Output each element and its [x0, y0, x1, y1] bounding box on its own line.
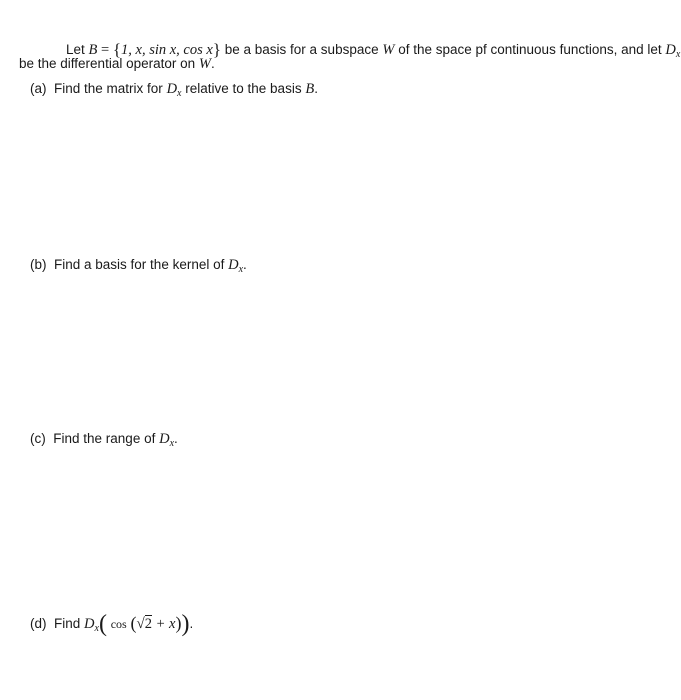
brace-close: } — [212, 40, 221, 59]
inner-paren-open: ( — [130, 613, 137, 633]
part-b-text: Find a basis for the kernel of — [54, 257, 229, 272]
plus-x: + x — [151, 616, 176, 632]
intro-let: Let — [66, 42, 85, 57]
part-a-end: . — [314, 81, 318, 96]
basis-elements: 1, x, sin x, cos x — [121, 42, 213, 58]
part-c-label: (c) — [30, 431, 46, 446]
part-a-label: (a) — [30, 81, 47, 96]
brace-open: { — [112, 40, 122, 59]
part-d-sub: x — [94, 623, 99, 634]
part-c-sub: x — [169, 438, 175, 449]
intro-line2-text: be the differential operator on — [19, 56, 199, 71]
part-a-text2: relative to the basis — [181, 81, 306, 96]
outer-paren-close: ) — [181, 611, 190, 637]
part-a-symbol: D — [166, 81, 178, 97]
part-d-text: Find — [54, 616, 85, 631]
part-b-end: . — [243, 257, 247, 272]
part-c-text: Find the range of — [53, 431, 160, 446]
inner-paren-close: ) — [175, 613, 182, 633]
part-b-symbol: D — [228, 257, 239, 273]
operator-symbol: D — [665, 42, 676, 58]
intro-text-mid2: of the space pf continuous functions, and let — [394, 42, 666, 57]
part-d-end: . — [189, 616, 194, 631]
part-b-label: (b) — [30, 257, 47, 272]
part-d-label: (d) — [30, 616, 47, 631]
part-a — [30, 81, 318, 98]
cos-function: cos — [110, 617, 127, 631]
sqrt-symbol: √ — [136, 616, 145, 632]
part-c — [30, 431, 178, 448]
basis-symbol: B — [88, 42, 98, 58]
line2-symbol: W — [198, 56, 211, 72]
part-c-end: . — [174, 431, 178, 446]
part-b — [30, 257, 247, 274]
part-c-symbol: D — [159, 431, 170, 447]
part-a-text: Find the matrix for — [54, 81, 167, 96]
outer-paren-open: ( — [98, 611, 107, 637]
operator-subscript: x — [675, 49, 681, 60]
part-b-sub: x — [238, 264, 244, 275]
line2-end: . — [210, 56, 215, 71]
part-d — [30, 608, 193, 635]
part-a-basis: B — [305, 81, 315, 97]
subspace-symbol: W — [382, 42, 395, 58]
part-a-sub: x — [177, 88, 182, 99]
intro-text-mid: be a basis for a subspace — [221, 42, 383, 57]
problem-intro-line-2 — [19, 56, 215, 73]
radicand: 2 — [144, 616, 152, 632]
equals-sign: = — [97, 42, 113, 58]
part-d-symbol: D — [84, 616, 95, 632]
